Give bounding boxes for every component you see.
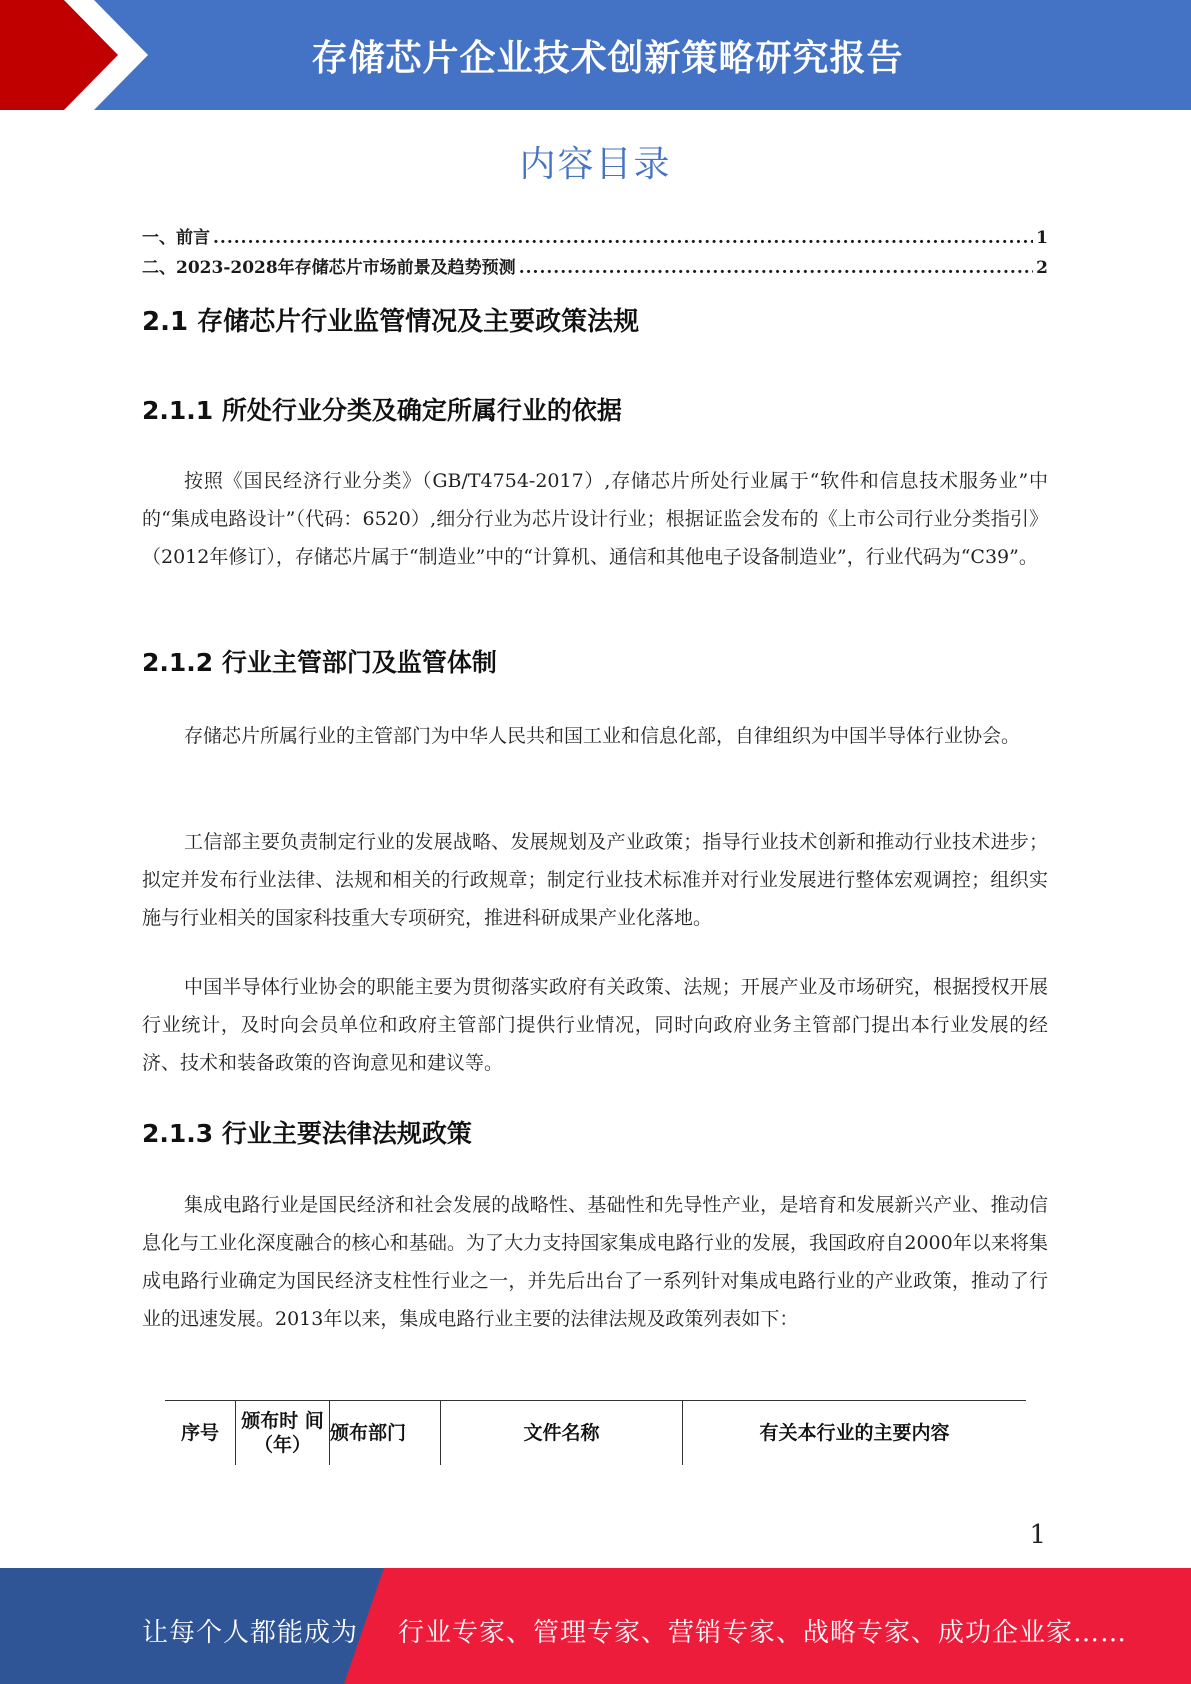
page-number: 1 bbox=[1029, 1520, 1046, 1550]
column-header-seq: 序号 bbox=[165, 1401, 236, 1465]
column-header-year-line1: 颁布时 间 bbox=[241, 1410, 324, 1432]
policy-table bbox=[165, 1400, 1026, 1465]
section-heading-2-1-2: 2.1.2 行业主管部门及监管体制 bbox=[142, 648, 497, 677]
toc-entry-market-forecast[interactable] bbox=[142, 253, 1048, 283]
column-header-year bbox=[236, 1401, 330, 1465]
report-title: 存储芯片企业技术创新策略研究报告 bbox=[311, 38, 904, 79]
paragraph-miit-duties: 工信部主要负责制定行业的发展战略、发展规划及产业政策；指导行业技术创新和推动行业技术进步；拟定并发布行业法律、法规和相关的行政规章；制定行业技术标准并对行业发展进行整体宏观调控；组织实施与行业相关的国家科技重大专项研究，推进科研成果产业化落地。 bbox=[142, 831, 1048, 929]
paragraph-policy-intro: 集成电路行业是国民经济和社会发展的战略性、基础性和先导性产业，是培育和发展新兴产业、推动信息化与工业化深度融合的核心和基础。为了大力支持国家集成电路行业的发展，我国政府自2000年以来将集成电路行业确定为国民经济支柱性行业之一，并先后出台了一系列针对集成电路行业的产业政策，推动了行业的迅速发展。2013年以来，集成电路行业主要的法律法规及政策列表如下： bbox=[142, 1194, 1048, 1330]
toc-leader-dots bbox=[519, 258, 1033, 278]
toc-entry-page: 1 bbox=[1036, 228, 1048, 248]
footer-slogan-right: 行业专家、管理专家、营销专家、战略专家、成功企业家…… bbox=[398, 1618, 1128, 1648]
column-header-year-line2: （年） bbox=[253, 1434, 311, 1456]
paragraph-industry-classification: 按照《国民经济行业分类》（GB/T4754-2017）,存储芯片所处行业属于“软件和信息技术服务业”中的“集成电路设计”（代码：6520）,细分行业为芯片设计行业；根据证监会发布的《上市公司行业分类指引》（2012年修订），存储芯片属于“制造业”中的“计算机、通信和其他电子设备制造业”，行业代码为“C39”。 bbox=[142, 470, 1048, 568]
toc-entry-label: 二、2023-2028年存储芯片市场前景及趋势预测 bbox=[142, 258, 516, 278]
column-header-dept: 颁布部门 bbox=[330, 1401, 441, 1465]
toc-heading: 内容目录 bbox=[519, 144, 672, 185]
section-heading-2-1-1: 2.1.1 所处行业分类及确定所属行业的依据 bbox=[142, 396, 622, 425]
table-of-contents bbox=[142, 223, 1048, 283]
paragraph-association-duties: 中国半导体行业协会的职能主要为贯彻落实政府有关政策、法规；开展产业及市场研究，根据授权开展行业统计，及时向会员单位和政府主管部门提供行业情况，同时向政府业务主管部门提出本行业发展的经济、技术和装备政策的咨询意见和建议等。 bbox=[142, 976, 1048, 1074]
section-heading-2-1-3: 2.1.3 行业主要法律法规政策 bbox=[142, 1119, 472, 1148]
footer-banner bbox=[0, 1568, 1191, 1684]
toc-leader-dots bbox=[213, 228, 1033, 248]
toc-entry-preface[interactable] bbox=[142, 223, 1048, 253]
paragraph-regulator: 存储芯片所属行业的主管部门为中华人民共和国工业和信息化部，自律组织为中国半导体行业协会。 bbox=[184, 725, 1021, 747]
column-header-doc: 文件名称 bbox=[441, 1401, 683, 1465]
footer-slogan-left: 让每个人都能成为 bbox=[142, 1618, 359, 1648]
toc-entry-page: 2 bbox=[1036, 258, 1048, 278]
section-heading-2-1: 2.1 存储芯片行业监管情况及主要政策法规 bbox=[142, 307, 640, 337]
toc-entry-label: 一、前言 bbox=[142, 228, 210, 248]
column-header-content: 有关本行业的主要内容 bbox=[759, 1422, 950, 1444]
header-banner bbox=[0, 0, 1191, 110]
